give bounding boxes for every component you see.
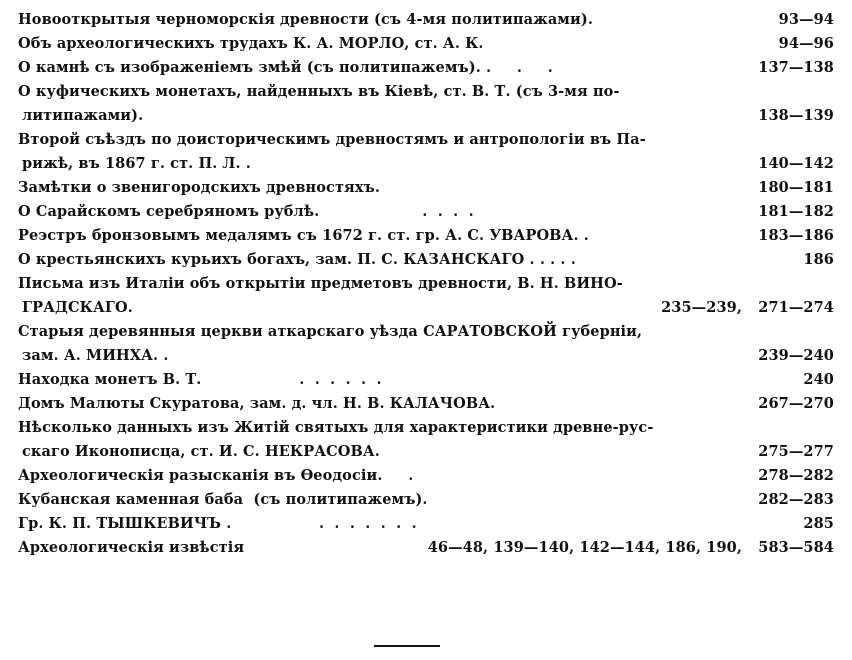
entry-title: Кубанская каменная баба (съ политипажемъ).	[18, 491, 428, 508]
page-range: 137—138	[758, 59, 834, 76]
entry-title: Реэстръ бронзовымъ медалямъ съ 1672 г. ст. гр. А. С. УВАРОВА. .	[18, 227, 589, 244]
toc-entry	[18, 488, 834, 512]
page-range: 180—181	[758, 179, 834, 196]
page-range-secondary: 235—239,	[661, 299, 742, 316]
page-range: 240	[803, 371, 834, 388]
page-range: 267—270	[758, 395, 834, 412]
entry-title-continuation: литипажами).	[22, 107, 144, 124]
toc-entry	[18, 536, 834, 560]
page-range: 282—283	[758, 491, 834, 508]
entry-title: Письма изъ Италіи объ открытіи предметовъ древности, В. Н. ВИНО-	[18, 275, 623, 292]
toc-entry	[18, 224, 834, 248]
entry-title: Нѣсколько данныхъ изъ Житій святыхъ для характеристики древне-рус-	[18, 419, 654, 436]
toc-entry	[18, 512, 834, 536]
page-range: 583—584	[758, 539, 834, 556]
page-range: 186	[803, 251, 834, 268]
page-range: 275—277	[758, 443, 834, 460]
entry-title-continuation: зам. А. МИНХА. .	[22, 347, 169, 364]
entry-title: Археологическія извѣстія	[18, 539, 245, 556]
page-range: 285	[803, 515, 834, 532]
page-range: 183—186	[758, 227, 834, 244]
entry-title-continuation: скаго Иконописца, ст. И. С. НЕКРАСОВА.	[22, 443, 380, 460]
table-of-contents	[18, 8, 834, 560]
toc-entry	[18, 32, 834, 56]
entry-title: О крестьянскихъ курьихъ богахъ, зам. П. С. КАЗАНСКАГО . . . . .	[18, 251, 576, 268]
toc-entry	[18, 368, 834, 392]
page-range: 271—274	[758, 299, 834, 316]
page-range-secondary: 46—48, 139—140, 142—144, 186, 190,	[427, 539, 742, 556]
toc-entry	[18, 392, 834, 416]
page-range: 140—142	[758, 155, 834, 172]
toc-entry	[18, 8, 834, 32]
toc-entry	[18, 56, 834, 80]
entry-title: О Сарайскомъ серебряномъ рублѣ. . . . .	[18, 203, 474, 220]
page-range: 181—182	[758, 203, 834, 220]
entry-title-continuation: рижѣ, въ 1867 г. ст. П. Л. .	[22, 155, 251, 172]
entry-title: Гр. К. П. ТЫШКЕВИЧЪ . . . . . . . .	[18, 515, 417, 532]
entry-title: Археологическія разысканія въ Ѳеодосіи. .	[18, 467, 414, 484]
page-range: 138—139	[758, 107, 834, 124]
closing-rule	[374, 645, 440, 647]
entry-title: О куфическихъ монетахъ, найденныхъ въ Кіевѣ, ст. В. Т. (съ 3-мя по-	[18, 83, 620, 100]
entry-title: Объ археологическихъ трудахъ К. А. МОРЛО, ст. А. К.	[18, 35, 484, 52]
toc-entry	[18, 176, 834, 200]
page-range: 93—94	[778, 11, 834, 28]
entry-title: Находка монетъ В. Т. . . . . . .	[18, 371, 382, 388]
entry-title: Новооткрытыя черноморскія древности (съ 4-мя политипажами).	[18, 11, 593, 28]
page-range: 94—96	[778, 35, 834, 52]
entry-title: О камнѣ съ изображеніемъ змѣй (съ политипажемъ). . . .	[18, 59, 553, 76]
entry-title: Замѣтки о звенигородскихъ древностяхъ.	[18, 179, 380, 196]
toc-entry	[18, 128, 834, 176]
entry-title-continuation: ГРАДСКАГО.	[22, 299, 133, 316]
toc-entry	[18, 200, 834, 224]
toc-entry	[18, 272, 834, 320]
toc-entry	[18, 416, 834, 464]
toc-entry	[18, 320, 834, 368]
page-range: 239—240	[758, 347, 834, 364]
toc-entry	[18, 80, 834, 128]
toc-entry	[18, 464, 834, 488]
page-range: 278—282	[758, 467, 834, 484]
entry-title: Старыя деревянныя церкви аткарскаго уѣзда САРАТОВСКОЙ губерніи,	[18, 323, 643, 340]
entry-title: Домъ Малюты Скуратова, зам. д. чл. Н. В. КАЛАЧОВА.	[18, 395, 496, 412]
entry-title: Второй съѣздъ по доисторическимъ древностямъ и антропологіи въ Па-	[18, 131, 646, 148]
toc-entry	[18, 248, 834, 272]
